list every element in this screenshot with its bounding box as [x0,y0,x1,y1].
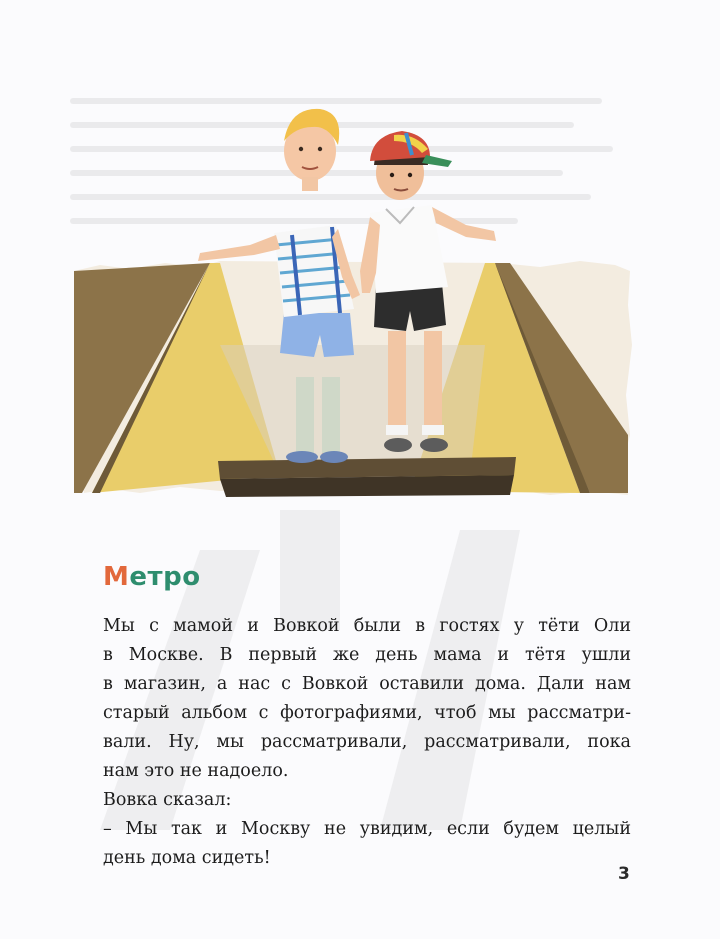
text-line: Мы с мамой и Вовкой были в гостях у тёти Оли [103,616,631,636]
escalator-illustration [70,95,635,505]
chapter-title-rest: етро [129,562,201,592]
text-line: старый альбом с фотографиями, чтоб мы рассматри- [103,703,631,723]
text-line: – Мы так и Москву не увидим, если будем целый [103,819,631,839]
text-line: в магазин, а нас с Вовкой оставили дома. Дали нам [103,674,631,694]
chapter-title-initial: М [103,562,130,592]
story-text [103,612,631,873]
text-line: вали. Ну, мы рассматривали, рассматривали, пока [103,732,631,752]
page-number: 3 [618,864,630,884]
text-line: Вовка сказал: [103,790,232,810]
chapter-title [103,562,201,592]
text-line: в Москве. В первый же день мама и тётя ушли [103,645,631,665]
text-line: нам это не надоело. [103,761,289,781]
text-line: день дома сидеть! [103,848,271,868]
